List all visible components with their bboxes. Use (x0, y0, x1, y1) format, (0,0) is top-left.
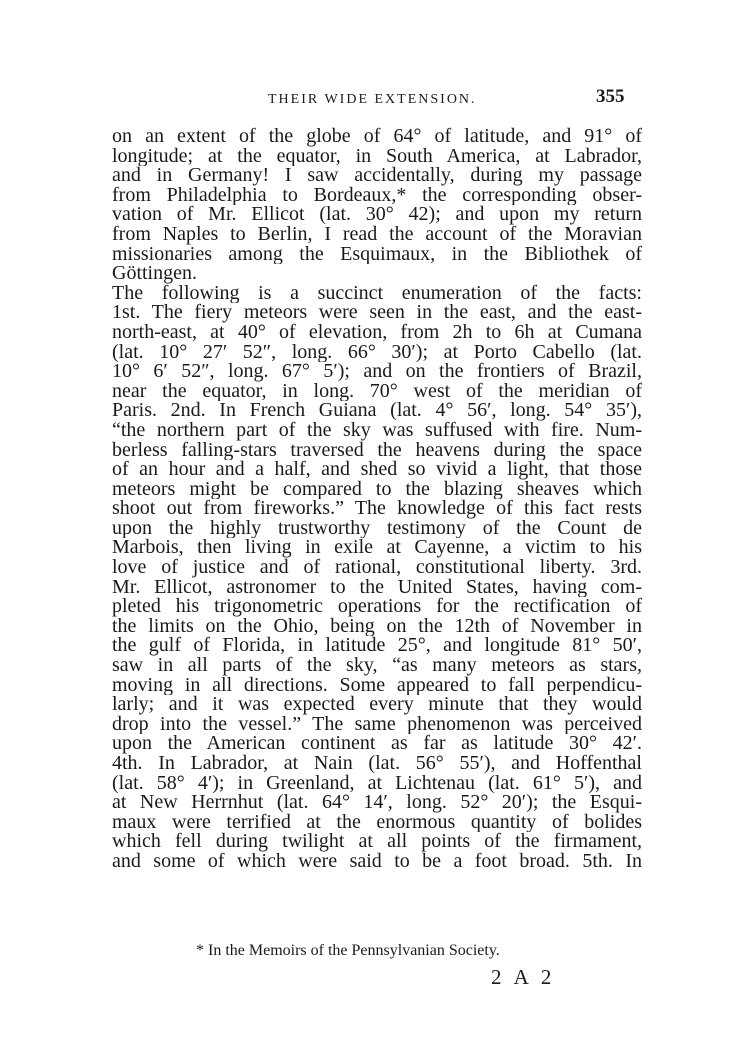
text-line: (lat. 10° 27′ 52″, long. 66° 30′); at Porto Cabello (lat. (112, 342, 642, 363)
text-line: (lat. 58° 4′); in Greenland, at Lichtenau (lat. 61° 5′), and (112, 773, 642, 794)
text-line: the gulf of Florida, in latitude 25°, and longitude 81° 50′, (112, 636, 642, 657)
body-text (112, 127, 642, 872)
text-line: pleted his trigonometric operations for the rectification of (112, 597, 642, 617)
text-line: Marbois, then living in exile at Cayenne, a victim to his (112, 538, 642, 559)
text-line: missionaries among the Esquimaux, in the Bibliothek of (112, 244, 642, 265)
running-title: THEIR WIDE EXTENSION. (268, 92, 477, 107)
text-line: 10° 6′ 52″, long. 67° 5′); and on the frontiers of Brazil, (112, 362, 642, 382)
text-line: love of justice and of rational, constitutional liberty. 3rd. (112, 558, 642, 578)
text-line: on an extent of the globe of 64° of latitude, and 91° of (112, 127, 642, 147)
signature-mark: 2 A 2 (491, 965, 556, 989)
text-line: shoot out from fireworks.” The knowledge of this fact rests (112, 499, 642, 519)
footnote: * In the Memoirs of the Pennsylvanian Society. (196, 942, 500, 959)
text-line: of an hour and a half, and shed so vivid a light, that those (112, 460, 642, 480)
text-line: larly; and it was expected every minute that they would (112, 695, 642, 715)
text-line: The following is a succinct enumeration of the facts: (112, 283, 642, 304)
text-line: which fell during twilight at all points of the firmament, (112, 832, 642, 852)
text-line: upon the highly trustworthy testimony of the Count de (112, 518, 642, 539)
text-line: berless falling-stars traversed the heavens during the space (112, 440, 642, 461)
text-line: and in Germany! I saw accidentally, during my passage (112, 166, 642, 186)
text-line: at New Herrnhut (lat. 64° 14′, long. 52° 20′); the Esqui- (112, 793, 642, 813)
text-line: meteors might be compared to the blazing sheaves which (112, 479, 642, 500)
text-line: saw in all parts of the sky, “as many meteors as stars, (112, 656, 642, 676)
text-line: vation of Mr. Ellicot (lat. 30° 42); and upon my return (112, 205, 642, 225)
text-line: from Naples to Berlin, I read the account of the Moravian (112, 224, 642, 245)
text-line: longitude; at the equator, in South America, at Labrador, (112, 146, 642, 167)
text-line: north-east, at 40° of elevation, from 2h to 6h at Cumana (112, 322, 642, 343)
text-line: “the northern part of the sky was suffused with fire. Num- (112, 420, 642, 441)
text-line: moving in all directions. Some appeared to fall perpendicu- (112, 675, 642, 696)
text-line: from Philadelphia to Bordeaux,* the corresponding obser- (112, 185, 642, 206)
text-line: Göttingen. (112, 264, 197, 284)
text-line: 4th. In Labrador, at Nain (lat. 56° 55′), and Hoffenthal (112, 754, 642, 774)
page-number: 355 (596, 86, 625, 107)
text-line: Mr. Ellicot, astronomer to the United States, having com- (112, 577, 642, 598)
text-line: and some of which were said to be a foot broad. 5th. In (112, 851, 642, 872)
text-line: near the equator, in long. 70° west of the meridian of (112, 381, 642, 402)
text-line: maux were terrified at the enormous quantity of bolides (112, 812, 642, 833)
text-line: 1st. The fiery meteors were seen in the east, and the east- (112, 303, 642, 323)
text-line: the limits on the Ohio, being on the 12th of November in (112, 616, 642, 637)
text-line: Paris. 2nd. In French Guiana (lat. 4° 56′, long. 54° 35′), (112, 401, 642, 421)
text-line: drop into the vessel.” The same phenomenon was perceived (112, 714, 642, 735)
text-line: upon the American continent as far as latitude 30° 42′. (112, 734, 642, 754)
